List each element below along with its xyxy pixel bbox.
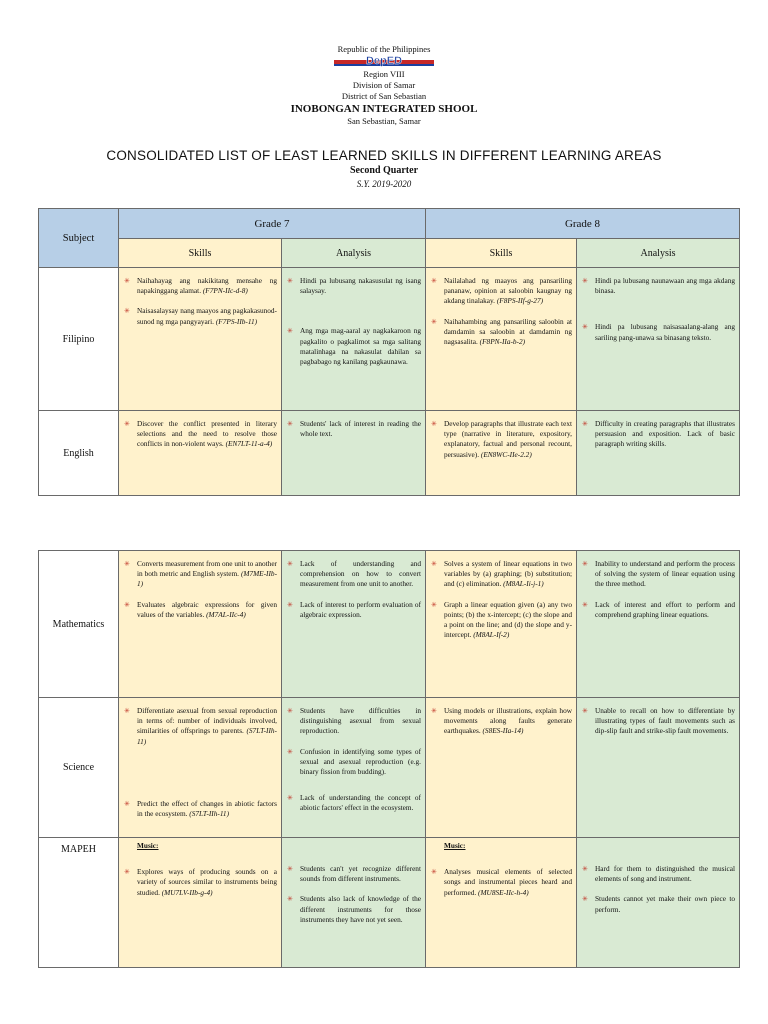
- bullet-icon: ✳: [431, 560, 437, 568]
- logo-text: DepED: [365, 55, 403, 67]
- bullet-icon: ✳: [431, 420, 437, 428]
- competency-code: (F8PS-IIf-g-27): [496, 296, 544, 306]
- item-text: Solves a system of linear equations in two variables by (a) graphing; (b) substitution; and (c) elimination.: [444, 559, 572, 589]
- competency-code: (S7LT-IIh-11): [189, 809, 230, 819]
- list-item: [430, 706, 572, 737]
- subject-column-header: Subject: [39, 209, 119, 268]
- item-text: Naihahayag ang nakikitang mensahe ng napakinggang alamat.: [137, 276, 277, 296]
- item-text: Lack of interest to perform evaluation of algebraic expression.: [300, 599, 421, 619]
- competency-code: (M8AL-If-2): [473, 630, 510, 640]
- item-text: Ang mga mag-aaral ay nagkakaroon ng pagkalito o pagkalimot sa mga salitang matalinhaga na nakasulat dahilan sa pagbabago ng kanilang pagkaunawa.: [300, 326, 421, 367]
- bullet-icon: ✳: [582, 865, 588, 873]
- list-item: [430, 867, 572, 898]
- list-item: [581, 276, 735, 296]
- table-row: [39, 838, 740, 968]
- g7-analysis-cell: [282, 838, 426, 968]
- school-name: INOBONGAN INTEGRATED SHOOL: [290, 103, 478, 115]
- bullet-icon: ✳: [287, 895, 293, 904]
- g8-skills-cell: [426, 838, 577, 968]
- g7-analysis-cell: [282, 551, 426, 698]
- competency-code: (M8AL-Ii-j-1): [503, 579, 544, 589]
- competency-code: (EN8WC-IIe-2.2): [480, 449, 532, 459]
- item-text: Lack of interest and effort to perform and comprehend graphing linear equations.: [595, 599, 735, 619]
- list-item: [581, 559, 735, 590]
- list-item: [123, 276, 277, 296]
- bullet-icon: ✳: [287, 327, 293, 336]
- competency-code: (S8ES-IIa-14): [482, 726, 524, 736]
- item-text: Explores ways of producing sounds on a variety of sources similar to instruments being studied.: [137, 867, 277, 897]
- item-text: Students have difficulties in distinguishing asexual from sexual reproduction.: [300, 706, 421, 736]
- item-text: Lack of understanding the concept of abiotic factors' effect in the ecosystem.: [300, 793, 421, 813]
- school-year: S.Y. 2019-2020: [356, 179, 412, 189]
- g8-analysis-cell: [577, 551, 740, 698]
- grade7-analysis-header: Analysis: [282, 239, 426, 268]
- list-item: [286, 559, 421, 590]
- bullet-icon: ✳: [431, 277, 437, 285]
- school-address: San Sebastian, Samar: [347, 116, 421, 126]
- bullet-icon: ✳: [287, 865, 293, 873]
- document-title: CONSOLIDATED LIST OF LEAST LEARNED SKILLS IN DIFFERENT LEARNING AREAS: [106, 148, 662, 163]
- music-label: Music:: [137, 841, 159, 850]
- list-item: [123, 559, 277, 590]
- bullet-icon: ✳: [431, 317, 437, 326]
- g7-skills-cell: [119, 698, 282, 838]
- list-item: [581, 894, 735, 914]
- item-text: Lack of understanding and comprehension on how to convert measurement from one unit to another.: [300, 559, 421, 589]
- item-text: Develop paragraphs that illustrate each text type (narrative in literature, expository, explanatory, factual and personal recount, persuasive).: [444, 419, 572, 459]
- bullet-icon: ✳: [124, 868, 130, 877]
- g7-analysis-cell: [282, 268, 426, 411]
- bullet-icon: ✳: [124, 707, 130, 715]
- grade7-skills-header: Skills: [119, 239, 282, 268]
- g7-analysis-cell: [282, 698, 426, 838]
- list-item: [430, 559, 572, 590]
- item-text: Inability to understand and perform the process of solving the system of linear equation using the three method.: [595, 559, 735, 589]
- competency-code: (EN7LT-11-a-4): [225, 439, 273, 449]
- division-line: Division of Samar: [352, 80, 416, 90]
- skills-table-part-2: [38, 550, 740, 968]
- item-text: Students' lack of interest in reading the whole text.: [300, 419, 421, 439]
- g8-analysis-cell: [577, 268, 740, 411]
- list-item: [430, 276, 572, 307]
- table-row: [39, 268, 740, 411]
- bullet-icon: ✳: [431, 707, 437, 715]
- g8-analysis-cell: [577, 698, 740, 838]
- item-text: Naihahambing ang pansariling saloobin at damdamin sa saloobin at damdamin ng nagsasalita.: [444, 316, 572, 347]
- list-item: [286, 747, 421, 778]
- bullet-icon: ✳: [124, 307, 130, 316]
- g8-skills-cell: [426, 551, 577, 698]
- bullet-icon: ✳: [582, 600, 588, 609]
- table-row: [39, 411, 740, 496]
- item-text: Unable to recall on how to differentiate by illustrating types of fault movements such as dip-slip fault and strike-slip fault movements.: [595, 706, 735, 736]
- list-item: [286, 276, 421, 296]
- item-text: Analyses musical elements of selected songs and instrumental pieces heard and performed.: [444, 867, 572, 897]
- skills-table-part-1: [38, 208, 740, 496]
- g8-analysis-cell: [577, 838, 740, 968]
- subject-cell: English: [39, 411, 119, 496]
- item-text: Hard for them to distinguished the musical elements of song and instrument.: [595, 864, 735, 884]
- list-item: [581, 322, 735, 342]
- subject-cell: Filipino: [39, 268, 119, 411]
- item-text: Hindi pa lubusang naisasaalang-alang ang sariling pang-unawa sa binasang teksto.: [595, 322, 735, 342]
- item-text: Graph a linear equation given (a) any two points; (b) the x-intercept; (c) the slope and a point on the line; and (d) the slope and y-intercept.: [444, 599, 572, 640]
- competency-code: (S7LT-IIh-11): [137, 726, 277, 746]
- deped-logo: [334, 55, 434, 69]
- item-text: Students also lack of knowledge of the different instruments for those instruments they have not yet seen.: [300, 894, 421, 924]
- quarter-label: Second Quarter: [349, 165, 419, 176]
- list-item: [286, 419, 421, 439]
- list-item: [430, 600, 572, 641]
- list-item: [123, 867, 277, 898]
- competency-code: (M7AL-IIc-4): [206, 609, 246, 619]
- item-text: Students can't yet recognize different sounds from different instruments.: [300, 864, 421, 884]
- bullet-icon: ✳: [287, 707, 293, 715]
- list-item: [286, 793, 421, 813]
- bullet-icon: ✳: [582, 323, 588, 332]
- document-header: [0, 44, 768, 127]
- item-text: Discover the conflict presented in literary selections and the need to resolve those conflicts in non-violent ways.: [137, 419, 277, 449]
- list-item: [286, 600, 421, 620]
- list-item: [286, 706, 421, 737]
- g7-skills-cell: [119, 411, 282, 496]
- bullet-icon: ✳: [582, 420, 588, 428]
- competency-code: (F7PS-IIb-11): [215, 316, 258, 326]
- list-item: [581, 706, 735, 737]
- list-item: [581, 864, 735, 884]
- competency-code: (F7PN-IIc-d-8): [202, 286, 248, 296]
- list-item: [123, 600, 277, 620]
- district-line: District of San Sebastian: [341, 91, 427, 101]
- list-item: [581, 600, 735, 620]
- grade8-analysis-header: Analysis: [577, 239, 740, 268]
- g7-skills-cell: [119, 551, 282, 698]
- bullet-icon: ✳: [124, 420, 130, 428]
- g8-skills-cell: [426, 411, 577, 496]
- bullet-icon: ✳: [431, 868, 437, 877]
- item-text: Confusion in identifying some types of sexual and asexual reproduction (e.g. binary fission from budding).: [300, 746, 421, 777]
- bullet-icon: ✳: [124, 277, 130, 285]
- subject-cell: Science: [39, 698, 119, 838]
- g8-skills-cell: [426, 268, 577, 411]
- bullet-icon: ✳: [287, 560, 293, 568]
- bullet-icon: ✳: [287, 277, 293, 285]
- subject-cell: MAPEH: [39, 838, 119, 968]
- grade8-header: Grade 8: [426, 209, 740, 239]
- grade8-skills-header: Skills: [426, 239, 577, 268]
- competency-code: (M7ME-IIb-1): [137, 569, 277, 589]
- region-line: Region VIII: [363, 69, 405, 79]
- item-text: Difficulty in creating paragraphs that illustrates persuasion and exposition. Lack of basic paragraph writing skills.: [595, 419, 735, 449]
- competency-code: (MU8SE-IIc-h-4): [478, 887, 529, 897]
- bullet-icon: ✳: [124, 560, 130, 568]
- item-text: Nailalahad ng maayos ang pansariling pananaw, opinion at saloobin kaugnay ng akdang tinalakay.: [444, 276, 572, 306]
- item-text: Using models or illustrations, explain how movements along faults generate earthquakes.: [444, 706, 572, 736]
- list-item: [286, 894, 421, 925]
- g7-analysis-cell: [282, 411, 426, 496]
- g7-skills-cell: [119, 268, 282, 411]
- list-item: [123, 306, 277, 326]
- grade7-header: Grade 7: [119, 209, 426, 239]
- bullet-icon: ✳: [287, 420, 293, 428]
- item-text: Students cannot yet make their own piece to perform.: [595, 894, 735, 914]
- bullet-icon: ✳: [431, 600, 437, 609]
- bullet-icon: ✳: [582, 895, 588, 904]
- competency-code: (MU7LV-IIb-g-4): [161, 887, 213, 897]
- bullet-icon: ✳: [124, 600, 130, 609]
- list-item: [123, 419, 277, 450]
- item-text: Hindi pa lubusang naunawaan ang mga akdang binasa.: [595, 276, 735, 296]
- list-item: [123, 799, 277, 819]
- item-text: Hindi pa lubusang nakasusulat ng isang salaysay.: [300, 276, 421, 296]
- bullet-icon: ✳: [582, 277, 588, 285]
- item-text: Converts measurement from one unit to another in both metric and English system.: [137, 559, 277, 579]
- bullet-icon: ✳: [582, 707, 588, 715]
- item-text: Evaluates algebraic expressions for given values of the variables.: [137, 599, 277, 619]
- g8-analysis-cell: [577, 411, 740, 496]
- republic-line: Republic of the Philippines: [337, 44, 431, 54]
- item-text: Differentiate asexual from sexual reproduction in terms of: number of individuals involved, similarities of offsprings to parents.: [137, 706, 277, 736]
- item-text: Predict the effect of changes in abiotic factors in the ecosystem.: [137, 798, 277, 819]
- list-item: [581, 419, 735, 450]
- bullet-icon: ✳: [287, 747, 293, 756]
- list-item: [430, 317, 572, 348]
- g8-skills-cell: [426, 698, 577, 838]
- g7-skills-cell: [119, 838, 282, 968]
- item-text: Naisasalaysay nang maayos ang pagkakasunod-sunod ng mga pangyayari.: [137, 306, 277, 326]
- table-row: [39, 551, 740, 698]
- subject-cell: Mathematics: [39, 551, 119, 698]
- list-item: [286, 326, 421, 367]
- table-row: [39, 698, 740, 838]
- list-item: [286, 864, 421, 884]
- bullet-icon: ✳: [287, 794, 293, 803]
- competency-code: (F8PN-IIa-b-2): [479, 337, 526, 347]
- bullet-icon: ✳: [582, 560, 588, 568]
- bullet-icon: ✳: [124, 799, 130, 808]
- list-item: [430, 419, 572, 460]
- bullet-icon: ✳: [287, 600, 293, 609]
- list-item: [123, 706, 277, 747]
- music-label: Music:: [444, 841, 466, 850]
